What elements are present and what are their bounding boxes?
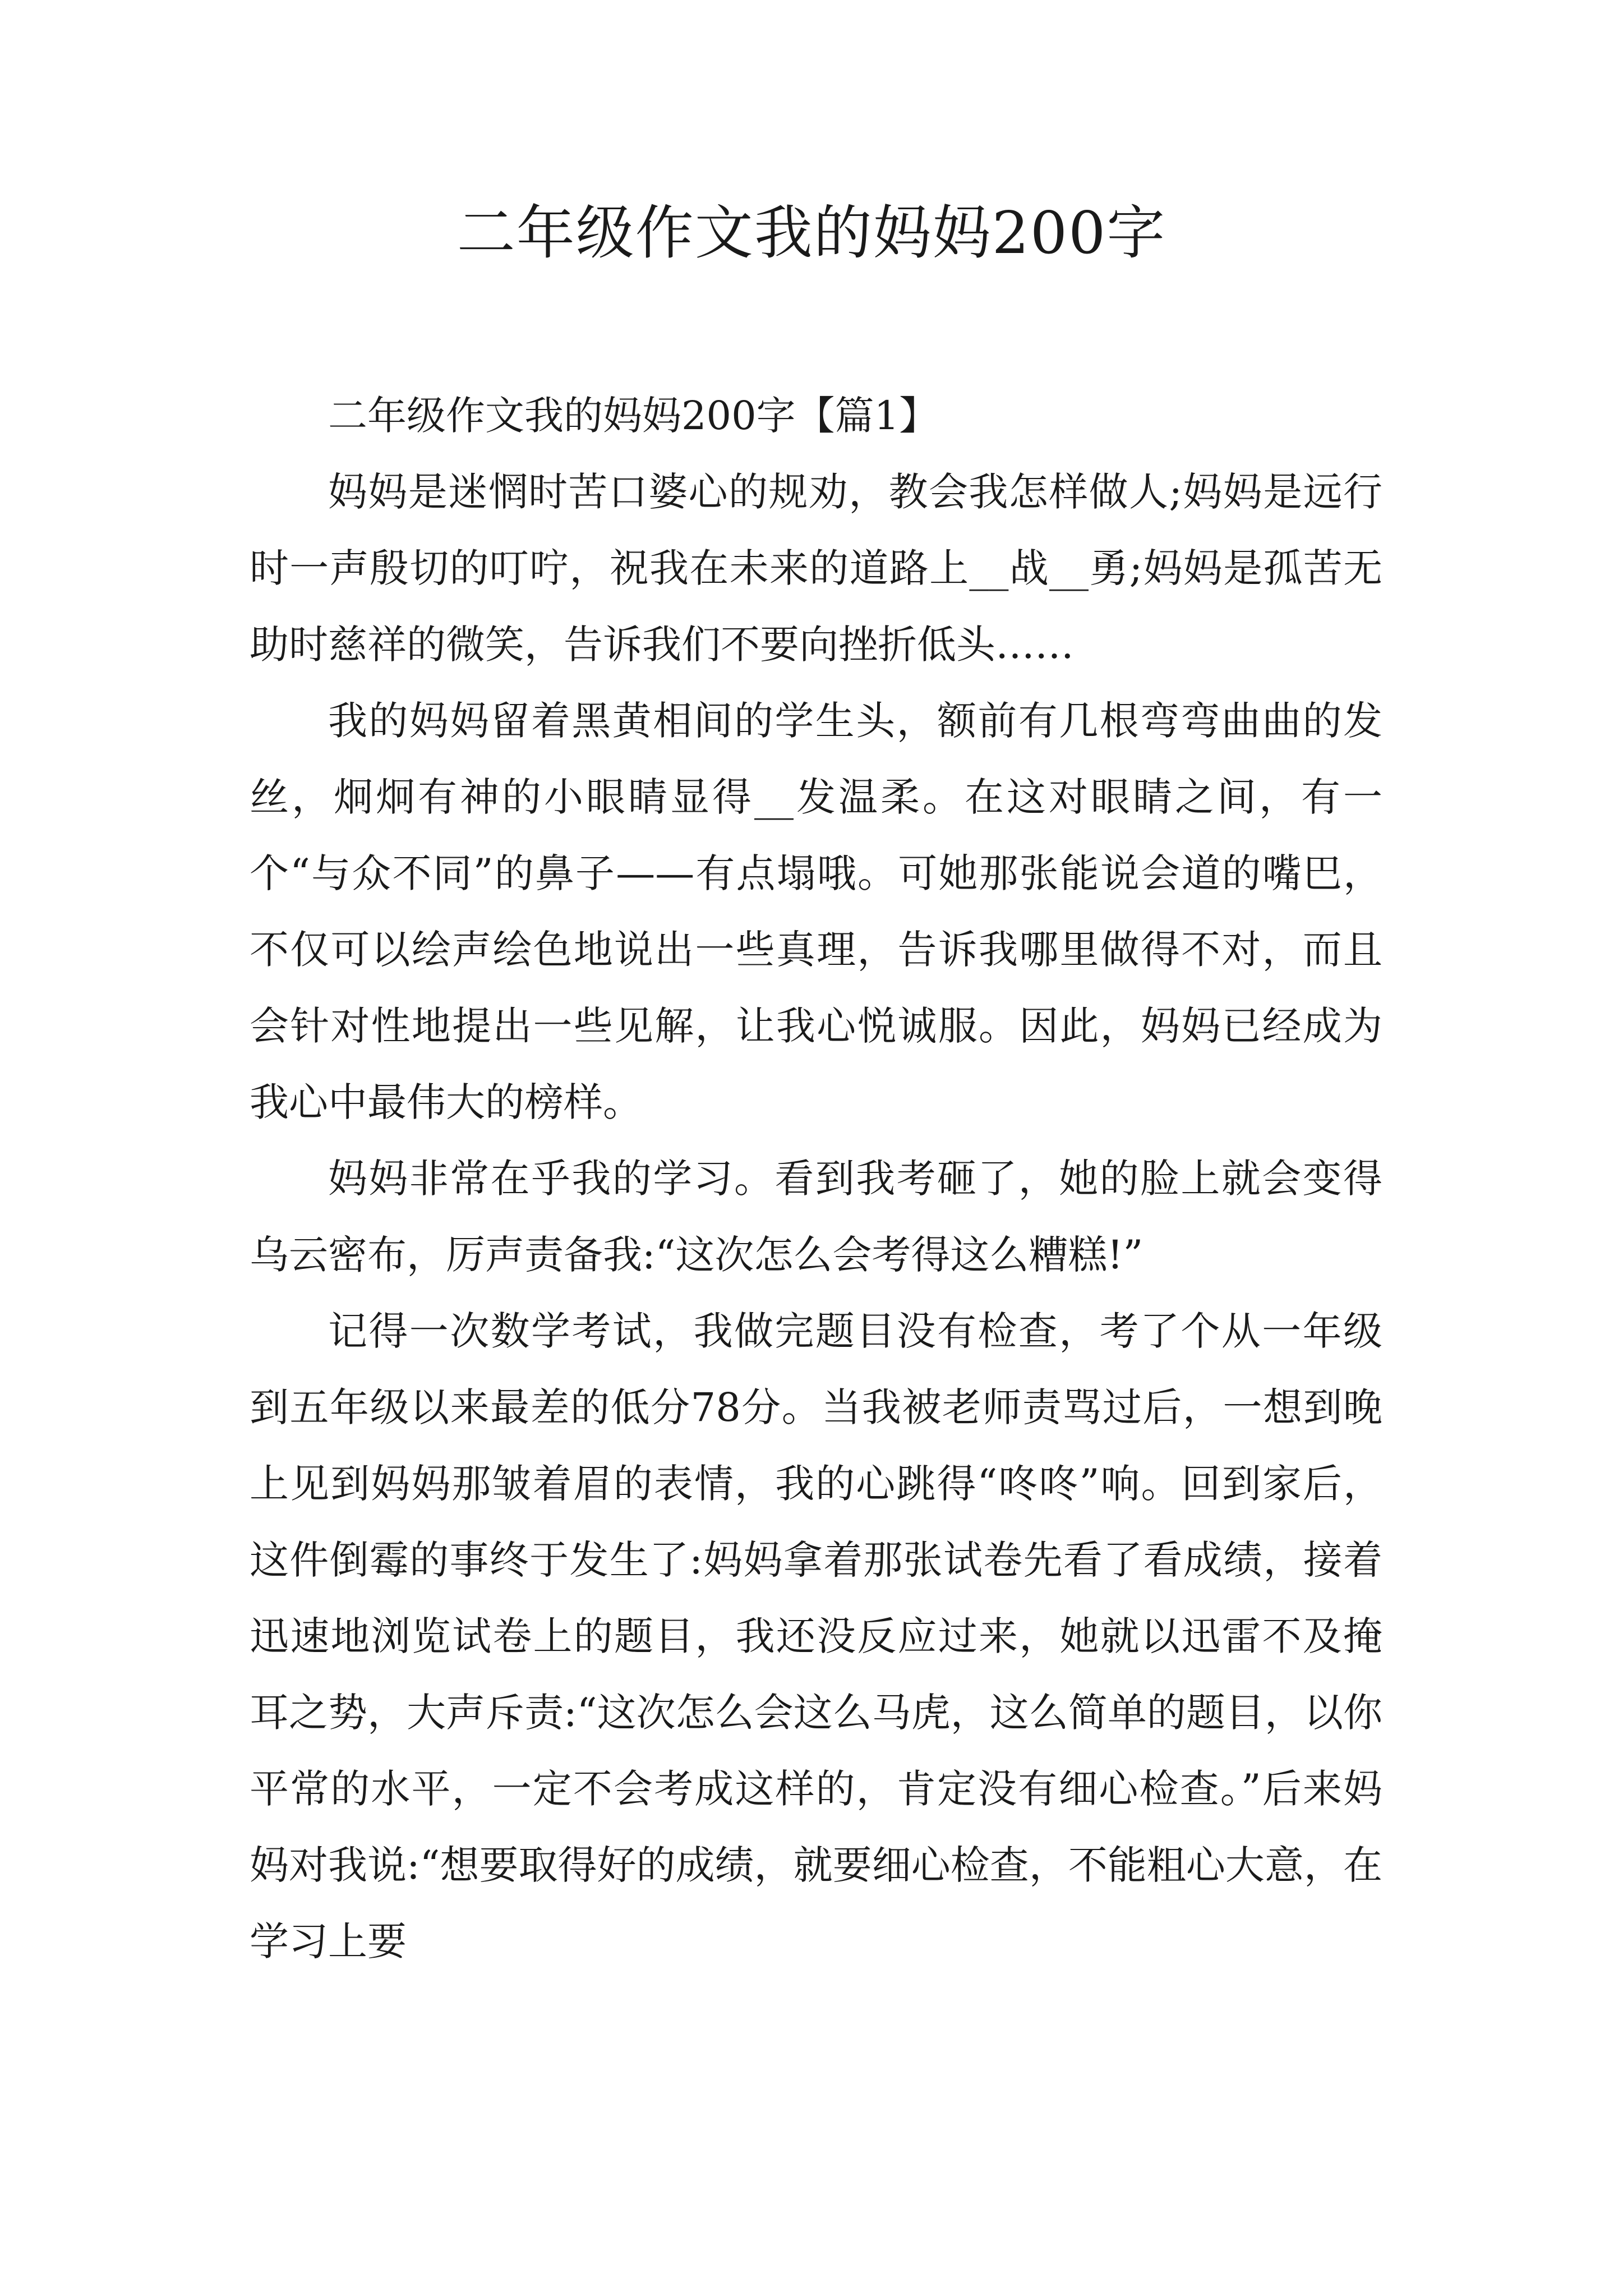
- document-title: 二年级作文我的妈妈200字: [457, 199, 1166, 267]
- paragraph: 妈妈非常在乎我的学习。看到我考砸了，她的脸上就会变得乌云密布，厉声责备我:“这次怎么会考得这么糟糕!”: [250, 1156, 1382, 1278]
- paragraph: 我的妈妈留着黑黄相间的学生头，额前有几根弯弯曲曲的发丝，炯炯有神的小眼睛显得__发温柔。在这对眼睛之间，有一个“与众不同”的鼻子——有点塌哦。可她那张能说会道的嘴巴，不仅可以绘声绘色地说出一些真理，告诉我哪里做得不对，而且会针对性地提出一些见解，让我心悦诚服。因此，妈妈已经成为我心中最伟大的榜样。: [250, 698, 1382, 1125]
- document-body: [250, 378, 1382, 1980]
- section-heading: 二年级作文我的妈妈200字【篇1】: [328, 393, 939, 439]
- paragraph: 记得一次数学考试，我做完题目没有检查，考了个从一年级到五年级以来最差的低分78分。当我被老师责骂过后，一想到晚上见到妈妈那皱着眉的表情，我的心跳得“咚咚”响。回到家后，这件倒霉的事终于发生了:妈妈拿着那张试卷先看了看成绩，接着迅速地浏览试卷上的题目，我还没反应过来，她就以迅雷不及掩耳之势，大声斥责:“这次怎么会这么马虎，这么简单的题目，以你平常的水平，一定不会考成这样的，肯定没有细心检查。”后来妈妈对我说:“想要取得好的成绩，就要细心检查，不能粗心大意，在学习上要: [250, 1308, 1382, 1964]
- paragraph: 妈妈是迷惘时苦口婆心的规劝，教会我怎样做人;妈妈是远行时一声殷切的叮咛，祝我在未来的道路上__战__勇;妈妈是孤苦无助时慈祥的微笑，告诉我们不要向挫折低头……: [250, 469, 1382, 668]
